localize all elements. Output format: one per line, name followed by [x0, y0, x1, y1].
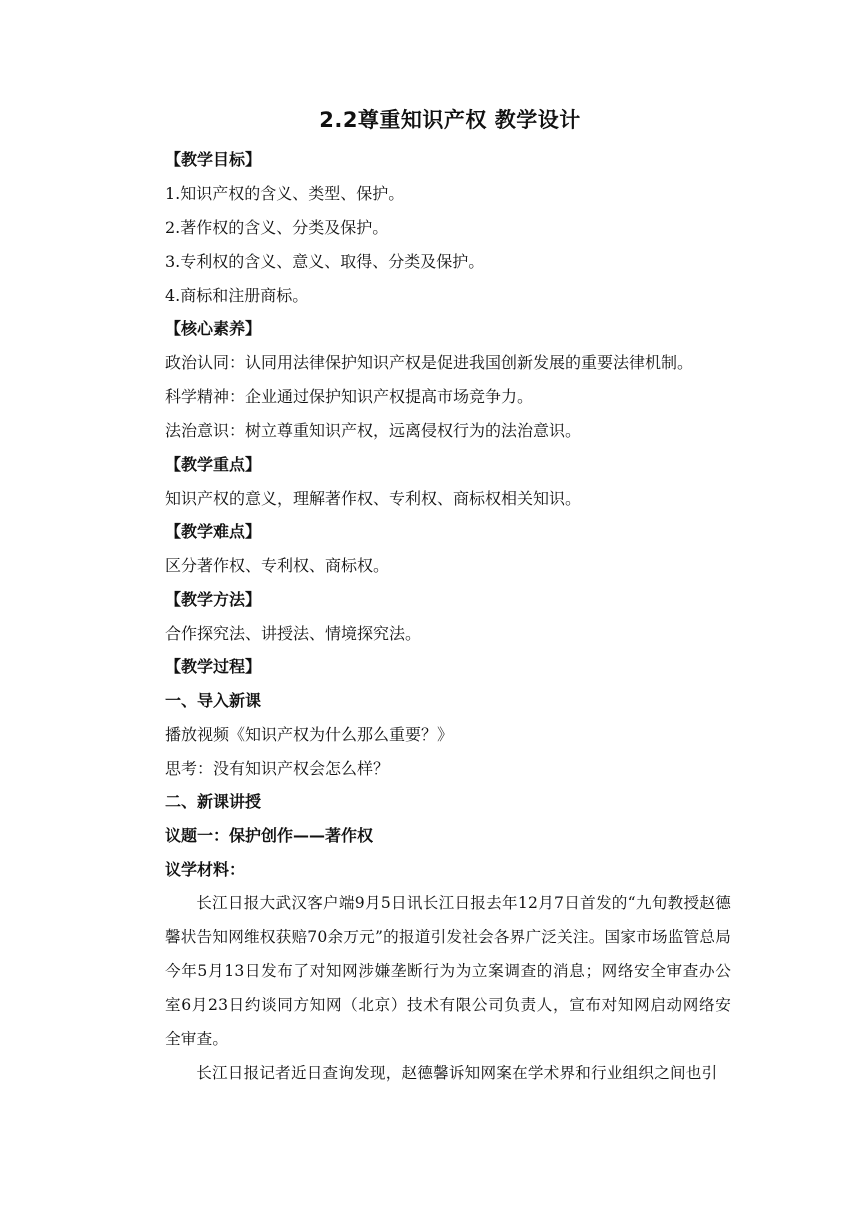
difficulties-text: 区分著作权、专利权、商标权。	[165, 556, 390, 575]
material-paragraph: 长江日报记者近日查询发现，赵德馨诉知网案在学术界和行业组织之间也引	[196, 1064, 718, 1082]
objective-item: 2.著作权的含义、分类及保护。	[165, 218, 389, 237]
objectives-heading: 【教学目标】	[165, 150, 262, 169]
literacy-item: 政治认同：认同用法律保护知识产权是促进我国创新发展的重要法律机制。	[165, 353, 694, 372]
new-lesson-heading: 二、新课讲授	[165, 792, 262, 811]
methods-heading: 【教学方法】	[165, 590, 262, 609]
intro-line: 思考：没有知识产权会怎么样？	[165, 759, 390, 778]
literacy-item: 科学精神：企业通过保护知识产权提高市场竞争力。	[165, 387, 534, 406]
key-points-heading: 【教学重点】	[165, 455, 262, 474]
objective-item: 1.知识产权的含义、类型、保护。	[165, 184, 405, 203]
key-points-text: 知识产权的意义，理解著作权、专利权、商标权相关知识。	[165, 489, 582, 508]
process-heading: 【教学过程】	[165, 657, 262, 676]
literacy-item: 法治意识：树立尊重知识产权，远离侵权行为的法治意识。	[165, 421, 582, 440]
material-paragraph: 长江日报大武汉客户端9月5日讯长江日报去年12月7日首发的“九旬教授赵德馨状告知网维权获赔70余万元”的报道引发社会各界广泛关注。国家市场监管总局今年5月13日发布了对知网涉嫌垄断行为为立案调查的消息；网络安全审查办公室6月23日约谈同方知网（北京）技术有限公司负责人，宣布对知网启动网络安全审查。	[165, 894, 731, 1048]
difficulties-heading: 【教学难点】	[165, 522, 262, 541]
intro-heading: 一、导入新课	[165, 691, 262, 710]
material-heading: 议学材料：	[165, 860, 246, 879]
objective-item: 3.专利权的含义、意义、取得、分类及保护。	[165, 252, 485, 271]
intro-line: 播放视频《知识产权为什么那么重要？》	[165, 725, 454, 744]
objective-item: 4.商标和注册商标。	[165, 286, 309, 305]
literacy-heading: 【核心素养】	[165, 319, 262, 338]
methods-text: 合作探究法、讲授法、情境探究法。	[165, 624, 422, 643]
topic-heading: 议题一：保护创作——著作权	[165, 826, 374, 845]
document-title: 2.2尊重知识产权 教学设计	[319, 108, 581, 132]
